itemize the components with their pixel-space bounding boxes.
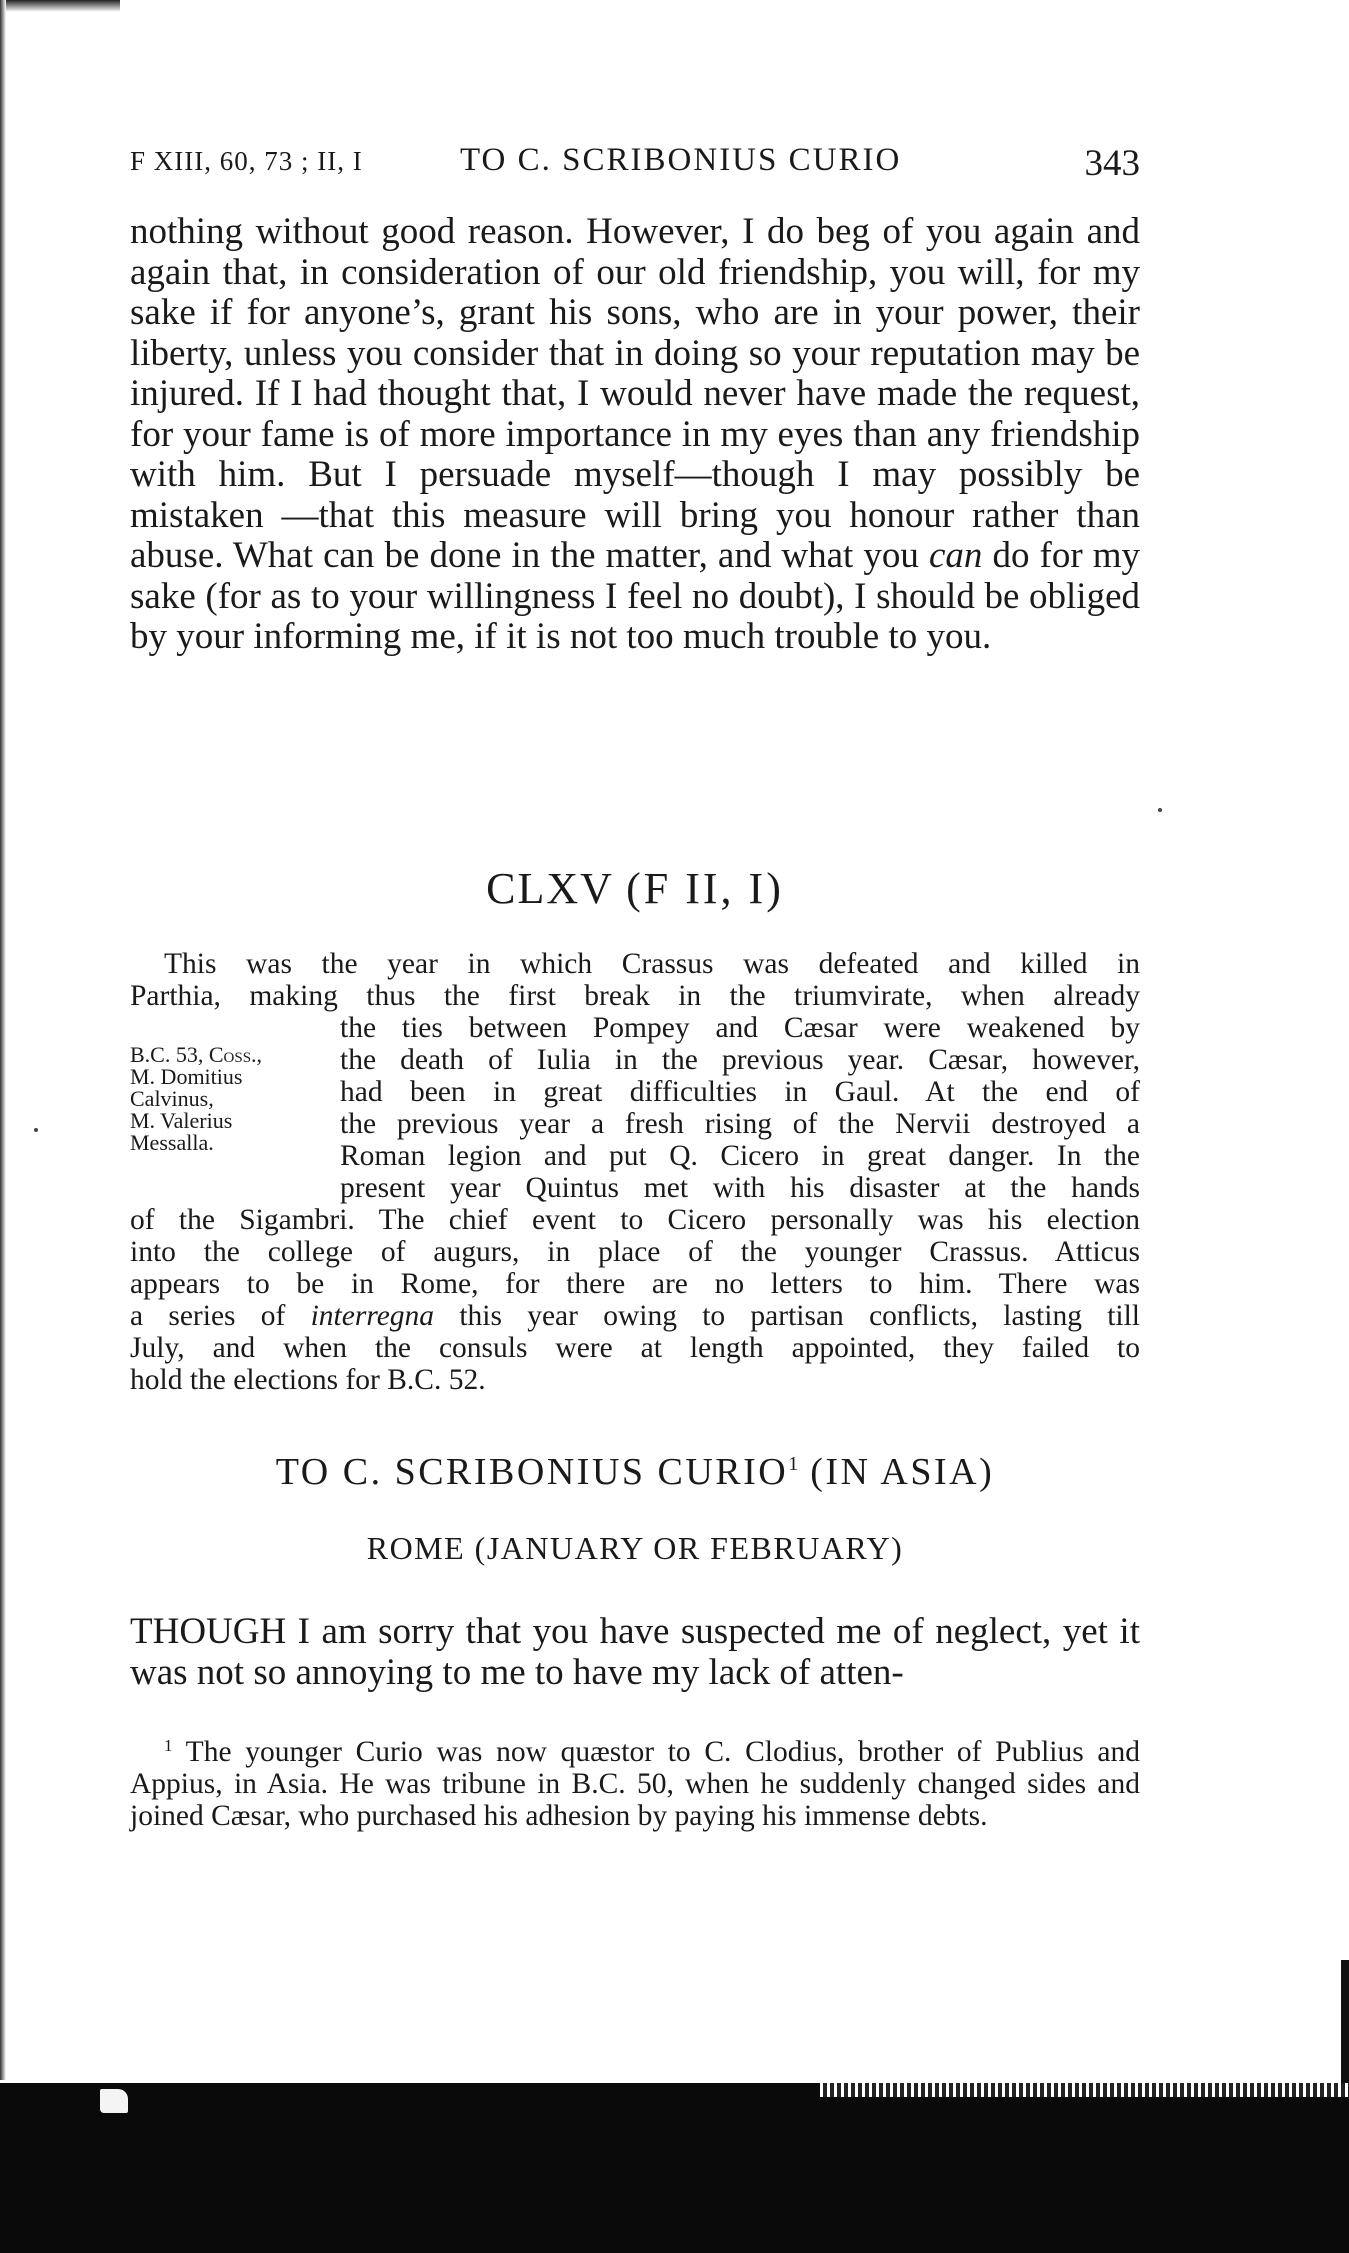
letter-numeral: CLXV [486,864,614,913]
margin-note-line: Calvinus, [130,1086,214,1111]
intro-line: present year Quintus met with his disaster at the hands [340,1172,1140,1204]
intro-text: a series of [130,1300,311,1332]
margin-note-line: Messalla. [130,1130,214,1155]
paragraph-text: nothing without good reason. However, I do beg of you again and again that, in consideration of our old friendship, you will, for my sake if for anyone’s, grant his sons, who are in your power, their liberty, unless you consider that in doing so your reputation may be injured. If I had thought that, I would never have made the request, for your fame is of more importance in my eyes than any friendship with him. But I persuade myself—though I may possibly be mistaken —that this measure will bring you honour rather than abuse. What can be done in the matter, and what you [130,211,1140,576]
scan-edge-bottom [820,2083,1349,2097]
margin-note [130,1012,340,1204]
intro-line: into the college of augurs, in place of the younger Crassus. Atticus [130,1236,1140,1268]
scan-edge-right [1341,1960,1349,2100]
letter-opening-text: I am sorry that you have suspected me of neglect, yet it was not so annoying to me to have my lack of atten- [130,1611,1140,1693]
scan-speck [1158,808,1162,812]
intro-text: this year owing to partisan conflicts, lasting till [434,1300,1140,1332]
letter-title-suffix: (IN ASIA) [810,1451,995,1493]
running-header [130,136,1140,186]
footnote-number: 1 [164,1736,173,1755]
historical-introduction [130,948,1140,1396]
margin-note-line: B.C. 53, Coss., [130,1042,263,1067]
letter-opening [130,1612,1140,1693]
footnote-marker: 1 [788,1453,799,1475]
intro-line: the death of Iulia in the previous year. Cæsar, however, [340,1044,1140,1076]
scan-edge-left [0,0,6,2080]
intro-line: Parthia, making thus the first break in the triumvirate, when already [130,980,1140,1012]
margin-note-line: M. Valerius [130,1108,233,1133]
intro-line: Roman legion and put Q. Cicero in great danger. In the [340,1140,1140,1172]
letter-reference: (F II, I) [626,864,784,913]
paragraph-text-end: do for my sake (for as to your willingness I feel no doubt), I should be obliged by your informing me, if it is not too much trouble to you. [130,535,1140,657]
page-number: 343 [1084,143,1140,184]
letter-title-text: TO C. SCRIBONIUS CURIO [275,1451,789,1493]
margin-note-line: M. Domitius [130,1064,243,1089]
intro-line [130,1300,1140,1332]
intro-line: had been in great difficulties in Gaul. At the end of [340,1076,1140,1108]
letter-title [130,1450,1140,1494]
emphasis-word: can [928,535,983,576]
emphasis-word: interregna [310,1300,435,1332]
footnote [130,1730,1140,1832]
scan-bottom-band [0,2083,1349,2253]
scan-speck [34,1128,38,1132]
intro-line: the previous year a fresh rising of the Nervii destroyed a [340,1108,1140,1140]
intro-line: July, and when the consuls were at length appointed, they failed to [130,1332,1140,1364]
intro-indented-lines [340,1012,1140,1204]
header-title: TO C. SCRIBONIUS CURIO [460,142,902,178]
header-reference: F XIII, 60, 73 ; II, I [130,146,363,176]
letter-dateline: ROME (JANUARY OR FEBRUARY) [366,1530,904,1566]
intro-line: This was the year in which Crassus was defeated and killed in [164,948,1140,980]
intro-line: the ties between Pompey and Cæsar were weakened by [340,1012,1140,1044]
lead-word: THOUGH [130,1611,287,1652]
scan-edge-top [0,0,120,12]
letter-number-heading [130,863,1140,914]
continued-paragraph [130,212,1140,658]
intro-line: of the Sigambri. The chief event to Cicero personally was his election [130,1204,1140,1236]
intro-with-margin-note [130,1012,1140,1204]
scan-artifact [100,2089,128,2113]
intro-line: appears to be in Rome, for there are no letters to him. There was [130,1268,1140,1300]
footnote-text: The younger Curio was now quæstor to C. Clodius, brother of Publius and Appius, in Asia. He was tribune in B.C. 50, when he suddenly changed sides and joined Cæsar, who purchased his adhesion by paying his immense debts. [130,1736,1140,1832]
intro-line: hold the elections for B.C. 52. [130,1364,486,1396]
